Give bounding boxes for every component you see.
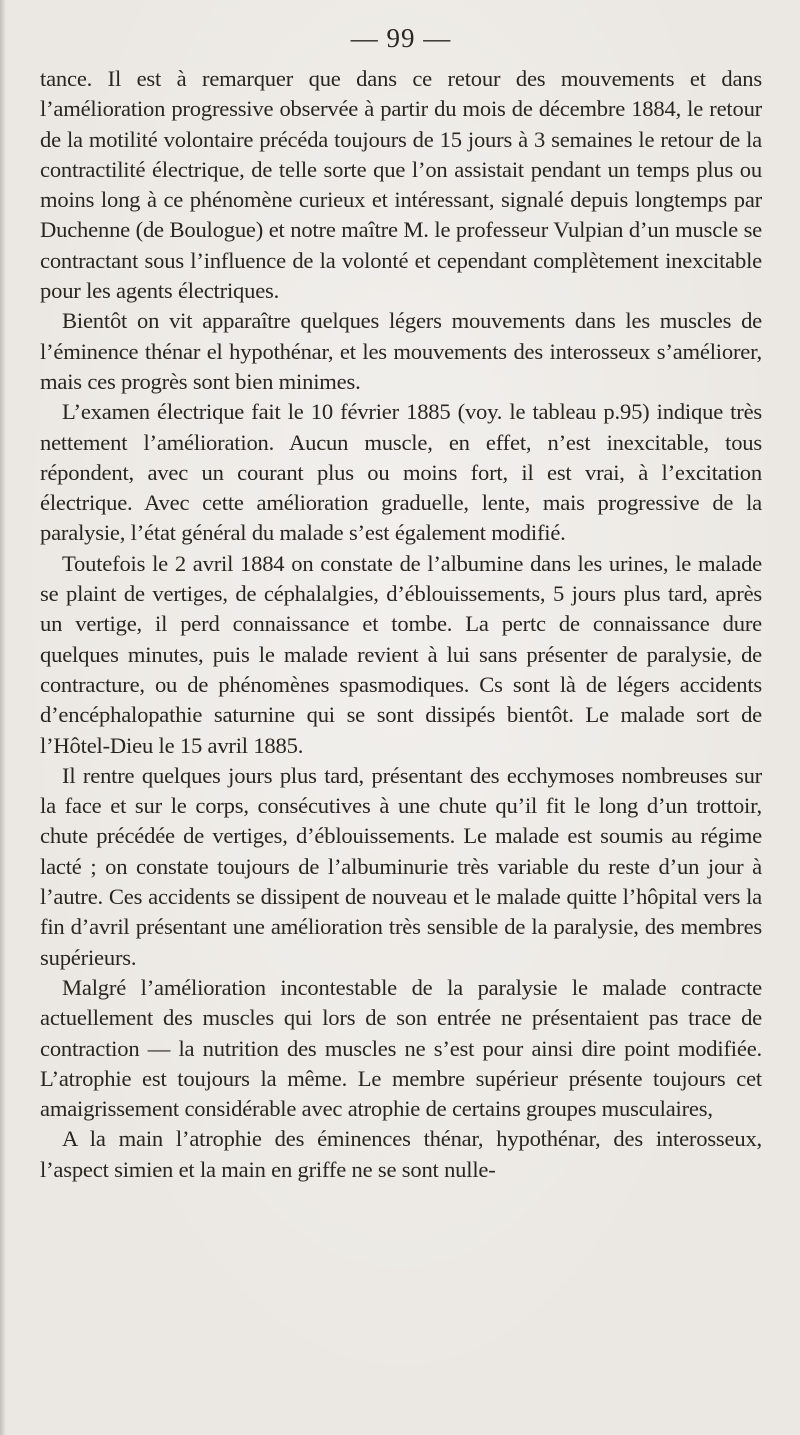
paragraph-readmission: Il rentre quelques jours plus tard, présentant des ecchymoses nombreuses sur la face et sur le corps, consécutives à une chute qu’il fit le long d’un trottoir, chute précédée de vertiges, d’éblouissements. Le malade est soumis au régime lacté ; on constate toujours de l’albuminurie très variable du reste d’un jour à l’autre. Ces accidents se dissipent de nouveau et le malade quitte l’hôpital vers la fin d’avril présentant une amélioration très sensible de la paralysie, des membres supérieurs. bbox=[40, 762, 762, 970]
paragraph-atrophy: Malgré l’amélioration incontestable de la paralysie le malade contracte actuellement des muscles qui lors de son entrée ne présentaient pas trace de contraction — la nutrition des muscles ne s’est pour ainsi dire point modifiée. L’atrophie est toujours la même. Le membre supérieur présente toujours cet amaigrissement considérable avec atrophie de certains groupes musculaires, bbox=[40, 974, 762, 1122]
paragraph-hand: A la main l’atrophie des éminences thénar, hypothénar, des interosseux, l’aspect simien et la main en griffe ne se sont nulle- bbox=[40, 1126, 762, 1182]
paragraph-electrical-exam: L’examen électrique fait le 10 février 1885 (voy. le tableau p.95) indique très nettement l’amélioration. Aucun muscle, en effet, n’est inexcitable, tous répondent, avec un courant plus ou moins fort, il est vrai, à l’excitation électrique. Avec cette amélioration graduelle, lente, mais progressive de la paralysie, l’état général du malade s’est également modifié. bbox=[40, 399, 762, 546]
page-number: — 99 — bbox=[350, 23, 452, 53]
body-text bbox=[40, 64, 762, 1185]
paragraph-movements: Bientôt on vit apparaître quelques légers mouvements dans les muscles de l’éminence thénar el hypothénar, et les mouvements des interosseux s’améliorer, mais ces progrès sont bien minimes. bbox=[40, 308, 762, 394]
paragraph-albumin: Toutefois le 2 avril 1884 on constate de l’albumine dans les urines, le malade se plaint de vertiges, de céphalalgies, d’éblouissements, 5 jours plus tard, après un vertige, il perd connaissance et tombe. La pertc de connaissance dure quelques minutes, puis le malade revient à lui sans présenter de paralysie, de contracture, ou de phénomènes spasmodiques. Cs sont là de légers accidents d’encéphalopathie saturnine qui se sont dissipés bientôt. Le malade sort de l’Hôtel-Dieu le 15 avril 1885. bbox=[40, 550, 762, 758]
paragraph-continuation: tance. Il est à remarquer que dans ce retour des mouvements et dans l’amélioration progressive observée à partir du mois de décembre 1884, le retour de la motilité volontaire précéda toujours de 15 jours à 3 semaines le retour de la contractilité électrique, de telle sorte que l’on assistait pendant un temps plus ou moins long à ce phénomène curieux et intéressant, signalé depuis longtemps par Duchenne (de Boulogue) et notre maître M. le professeur Vulpian d’un muscle se contractant sous l’influence de la volonté et cependant complètement inexcitable pour les agents électriques. bbox=[40, 66, 762, 304]
